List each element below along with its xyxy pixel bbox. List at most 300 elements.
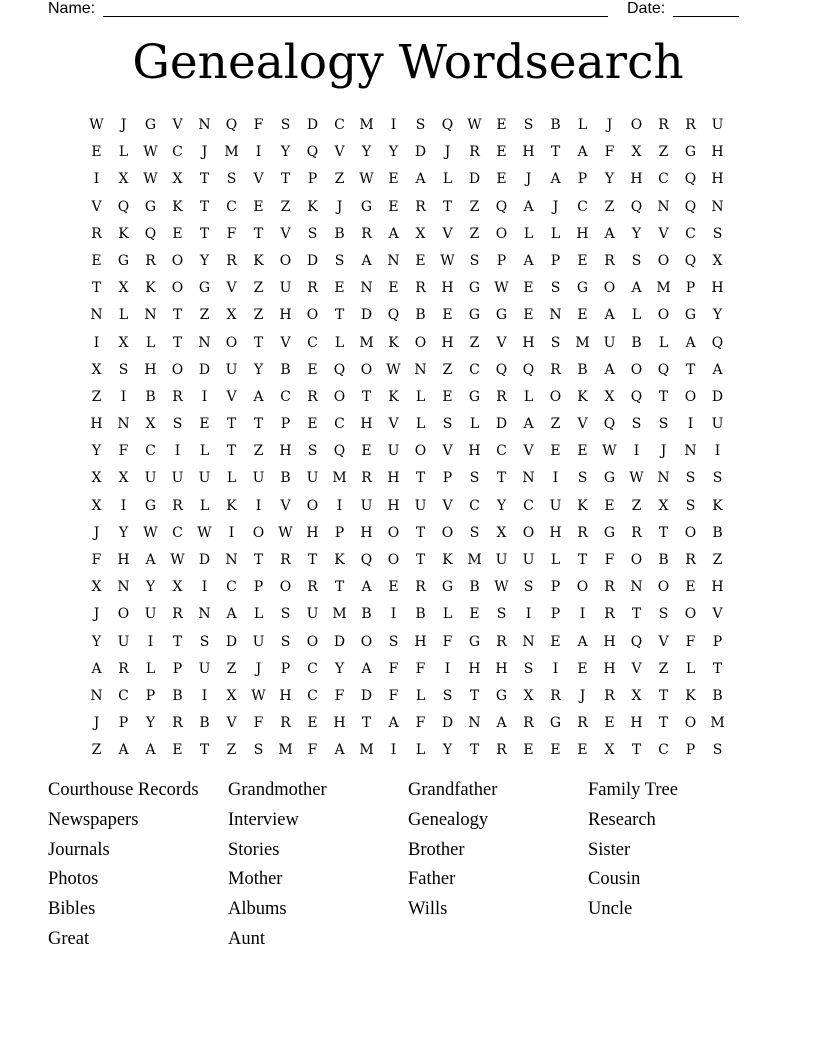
grid-letter: T [658, 715, 669, 732]
grid-letter: I [147, 633, 154, 650]
grid-letter: E [307, 715, 318, 732]
grid-letter: B [199, 715, 210, 732]
grid-letter: W [143, 171, 158, 188]
grid-letter: S [685, 497, 696, 514]
grid-letter: C [118, 687, 129, 704]
grid-letter: V [334, 144, 345, 161]
grid-letter: S [469, 252, 480, 269]
grid-letter: O [576, 579, 589, 596]
grid-letter: D [711, 388, 724, 405]
grid-letter: A [685, 334, 696, 351]
grid-letter: I [201, 388, 208, 405]
grid-letter: L [469, 416, 480, 433]
grid-letter: H [630, 171, 643, 188]
grid-letter: T [469, 687, 480, 704]
grid-letter: R [415, 280, 426, 297]
grid-letter: S [280, 633, 291, 650]
grid-letter: Z [658, 660, 669, 677]
grid-letter: A [523, 252, 534, 269]
grid-letter: U [225, 361, 238, 378]
grid-letter: Y [496, 497, 507, 514]
grid-letter: F [253, 117, 264, 133]
grid-letter: E [496, 144, 507, 161]
grid-letter: F [604, 144, 615, 161]
grid-letter: E [685, 579, 696, 596]
word-list-item: Mother [228, 869, 283, 890]
grid-letter: H [522, 144, 535, 161]
grid-letter: S [253, 742, 264, 759]
grid-letter: R [577, 715, 588, 732]
grid-letter: R [685, 117, 696, 133]
grid-letter: M [656, 280, 671, 297]
grid-letter: Q [144, 225, 157, 242]
grid-letter: X [91, 497, 102, 514]
grid-letter: N [90, 307, 103, 324]
grid-letter: N [144, 307, 157, 324]
grid-letter: O [522, 524, 535, 541]
word-list-item: Courthouse Records [48, 780, 199, 800]
grid-letter: N [90, 687, 103, 704]
grid-row [83, 520, 731, 547]
grid-letter: X [604, 388, 615, 405]
grid-letter: H [711, 280, 724, 297]
grid-letter: I [390, 117, 397, 133]
grid-letter: N [414, 361, 427, 378]
grid-letter: X [415, 225, 426, 242]
grid-letter: I [201, 579, 208, 596]
grid-letter: C [658, 171, 669, 188]
grid-letter: X [172, 579, 183, 596]
grid-letter: E [253, 198, 264, 215]
grid-letter: S [712, 470, 723, 487]
grid-row [83, 438, 731, 465]
grid-letter: E [388, 171, 399, 188]
grid-row [83, 357, 731, 384]
grid-letter: T [253, 552, 264, 568]
grid-letter: R [577, 524, 588, 541]
grid-letter: Y [253, 361, 264, 378]
grid-letter: V [658, 225, 669, 242]
grid-letter: L [442, 171, 453, 188]
grid-letter: H [711, 144, 724, 161]
grid-letter: U [387, 443, 400, 460]
grid-letter: F [307, 742, 318, 759]
grid-letter: X [496, 524, 507, 541]
grid-letter: H [333, 715, 346, 732]
grid-letter: K [334, 552, 345, 568]
grid-letter: M [359, 334, 374, 351]
grid-letter: D [360, 687, 373, 704]
grid-letter: I [552, 470, 559, 487]
grid-letter: A [91, 660, 102, 677]
grid-letter: K [712, 497, 723, 514]
grid-letter: M [278, 742, 293, 759]
grid-letter: S [523, 117, 534, 133]
grid-letter: R [658, 117, 669, 133]
grid-letter: E [496, 171, 507, 188]
grid-letter: L [415, 687, 426, 704]
grid-letter: M [359, 742, 374, 759]
grid-letter: J [336, 198, 343, 215]
grid-letter: G [144, 497, 157, 514]
grid-letter: S [658, 606, 669, 623]
grid-letter: I [93, 334, 100, 351]
grid-letter: W [494, 579, 509, 596]
grid-letter: U [144, 470, 157, 487]
grid-letter: S [631, 252, 642, 269]
word-list-item: Stories [228, 839, 280, 860]
grid-letter: K [226, 497, 237, 514]
grid-letter: R [604, 252, 615, 269]
grid-letter: X [631, 144, 642, 161]
word-list-item: Father [408, 869, 456, 890]
grid-letter: F [226, 225, 237, 242]
grid-letter: W [440, 252, 455, 269]
grid-letter: A [361, 252, 372, 269]
grid-letter: E [577, 660, 588, 677]
grid-letter: C [334, 117, 345, 133]
grid-letter: R [361, 225, 372, 242]
grid-letter: R [550, 361, 561, 378]
grid-letter: O [657, 579, 670, 596]
grid-letter: Q [522, 361, 535, 378]
grid-letter: V [523, 443, 534, 460]
grid-letter: Q [495, 198, 508, 215]
grid-letter: V [280, 225, 291, 242]
grid-letter: E [604, 715, 615, 732]
grid-letter: V [496, 334, 507, 351]
grid-letter: O [630, 361, 643, 378]
grid-letter: U [549, 497, 562, 514]
grid-letter: T [253, 416, 264, 433]
word-list-item: Grandfather [408, 780, 498, 800]
grid-letter: O [630, 117, 643, 133]
grid-letter: T [199, 171, 210, 188]
grid-letter: N [360, 280, 373, 297]
grid-letter: I [579, 606, 586, 623]
grid-letter: H [414, 633, 427, 650]
grid-letter: S [280, 117, 291, 133]
grid-letter: Y [91, 443, 102, 460]
grid-letter: U [306, 470, 319, 487]
grid-letter: B [280, 361, 291, 378]
grid-letter: G [144, 117, 157, 133]
grid-letter: U [711, 416, 724, 433]
grid-letter: I [525, 606, 532, 623]
grid-letter: G [144, 198, 157, 215]
grid-row [83, 574, 731, 601]
grid-letter: D [360, 307, 373, 324]
grid-letter: Y [199, 252, 210, 269]
grid-letter: E [577, 307, 588, 324]
grid-letter: B [172, 687, 183, 704]
grid-letter: X [523, 687, 534, 704]
grid-letter: T [334, 307, 345, 324]
grid-letter: S [199, 633, 210, 650]
grid-letter: O [603, 280, 616, 297]
grid-letter: P [145, 687, 156, 704]
grid-letter: K [577, 497, 588, 514]
grid-letter: T [226, 416, 237, 433]
grid-letter: L [226, 470, 237, 487]
grid-letter: A [145, 552, 156, 568]
grid-letter: G [495, 687, 508, 704]
grid-letter: R [415, 198, 426, 215]
grid-letter: B [334, 225, 345, 242]
grid-letter: K [253, 252, 264, 269]
grid-letter: N [522, 633, 535, 650]
grid-row [83, 384, 731, 411]
grid-letter: Y [361, 144, 372, 161]
grid-letter: O [414, 443, 427, 460]
grid-letter: R [496, 388, 507, 405]
word-list-item: Uncle [588, 899, 633, 920]
grid-letter: K [118, 225, 129, 242]
grid-letter: X [712, 252, 723, 269]
grid-letter: F [118, 443, 129, 460]
grid-letter: S [280, 606, 291, 623]
grid-letter: R [91, 225, 102, 242]
grid-letter: D [333, 633, 346, 650]
grid-letter: O [684, 388, 697, 405]
grid-letter: R [280, 552, 291, 568]
grid-letter: Q [387, 307, 400, 324]
word-list-item: Aunt [228, 928, 265, 949]
grid-letter: O [657, 252, 670, 269]
grid-letter: G [603, 524, 616, 541]
grid-letter: O [171, 361, 184, 378]
grid-letter: R [685, 552, 696, 568]
grid-letter: V [631, 660, 642, 677]
grid-letter: S [469, 470, 480, 487]
grid-letter: R [469, 144, 480, 161]
grid-letter: S [550, 334, 561, 351]
grid-letter: I [390, 606, 397, 623]
grid-letter: M [575, 334, 590, 351]
grid-letter: L [415, 388, 426, 405]
grid-letter: L [523, 225, 534, 242]
grid-letter: A [361, 579, 372, 596]
grid-letter: S [685, 470, 696, 487]
word-list-item: Brother [408, 839, 465, 860]
grid-letter: H [441, 280, 454, 297]
grid-letter: C [469, 497, 480, 514]
grid-letter: H [603, 633, 616, 650]
grid-letter: L [415, 416, 426, 433]
grid-letter: Q [441, 117, 454, 133]
grid-letter: E [91, 144, 102, 161]
grid-letter: A [523, 416, 534, 433]
grid-letter: W [143, 524, 158, 541]
grid-letter: T [658, 388, 669, 405]
grid-letter: W [467, 117, 482, 133]
grid-letter: I [552, 660, 559, 677]
grid-letter: L [658, 334, 669, 351]
grid-letter: U [144, 606, 157, 623]
grid-letter: L [523, 388, 534, 405]
grid-letter: E [577, 252, 588, 269]
grid-letter: R [172, 388, 183, 405]
grid-letter: L [334, 334, 345, 351]
grid-letter: I [174, 443, 181, 460]
grid-letter: X [604, 742, 615, 759]
grid-letter: O [495, 225, 508, 242]
grid-letter: T [577, 552, 588, 568]
word-list-item: Great [48, 928, 90, 949]
grid-letter: R [172, 497, 183, 514]
grid-letter: L [199, 443, 210, 460]
grid-letter: W [602, 443, 617, 460]
grid-letter: A [118, 742, 129, 759]
grid-letter: Q [684, 171, 697, 188]
grid-letter: C [226, 198, 237, 215]
grid-letter: T [631, 606, 642, 623]
grid-letter: Q [657, 361, 670, 378]
grid-letter: C [496, 443, 507, 460]
grid-letter: L [145, 334, 156, 351]
grid-letter: O [306, 633, 319, 650]
grid-letter: T [280, 171, 291, 188]
grid-letter: G [198, 280, 211, 297]
grid-letter: S [523, 579, 534, 596]
grid-letter: Q [603, 416, 616, 433]
grid-letter: Z [550, 416, 561, 433]
grid-letter: Y [388, 144, 399, 161]
grid-letter: P [280, 660, 291, 677]
page-title: Genealogy Wordsearch [132, 35, 684, 90]
grid-letter: E [604, 497, 615, 514]
grid-letter: V [658, 633, 669, 650]
grid-letter: S [577, 470, 588, 487]
grid-letter: R [604, 606, 615, 623]
grid-letter: L [118, 307, 129, 324]
grid-letter: U [198, 660, 211, 677]
grid-letter: Z [469, 198, 480, 215]
grid-letter: U [522, 552, 535, 568]
grid-letter: U [711, 117, 724, 133]
grid-letter: T [496, 470, 507, 487]
grid-letter: I [93, 171, 100, 188]
grid-letter: E [550, 443, 561, 460]
grid-letter: X [172, 171, 183, 188]
grid-letter: D [468, 171, 481, 188]
grid-letter: K [307, 198, 318, 215]
grid-letter: C [469, 361, 480, 378]
grid-letter: L [685, 660, 696, 677]
grid-letter: C [658, 742, 669, 759]
grid-letter: J [660, 443, 667, 460]
grid-letter: T [685, 361, 696, 378]
grid-letter: J [552, 198, 559, 215]
grid-letter: T [253, 334, 264, 351]
grid-letter: A [577, 144, 588, 161]
grid-letter: Q [360, 552, 373, 568]
grid-row [83, 710, 731, 737]
grid-letter: Y [280, 144, 291, 161]
grid-letter: X [91, 579, 102, 596]
grid-letter: J [444, 144, 451, 161]
grid-row [83, 275, 731, 302]
grid-letter: U [279, 280, 292, 297]
grid-letter: T [199, 198, 210, 215]
grid-letter: B [577, 361, 588, 378]
grid-letter: Z [253, 443, 264, 460]
grid-letter: H [306, 524, 319, 541]
grid-letter: Z [604, 198, 615, 215]
grid-letter: E [334, 280, 345, 297]
word-list-item: Newspapers [48, 809, 139, 830]
grid-letter: Q [684, 198, 697, 215]
grid-letter: P [712, 633, 723, 650]
grid-letter: T [442, 198, 453, 215]
grid-letter: S [523, 660, 534, 677]
grid-letter: B [361, 606, 372, 623]
grid-letter: U [252, 470, 265, 487]
grid-letter: S [307, 225, 318, 242]
grid-letter: E [415, 252, 426, 269]
grid-letter: P [442, 470, 453, 487]
grid-letter: X [118, 334, 129, 351]
grid-letter: E [523, 307, 534, 324]
grid-letter: T [172, 633, 183, 650]
grid-letter: H [360, 416, 373, 433]
grid-letter: Z [226, 660, 237, 677]
grid-letter: S [118, 361, 129, 378]
grid-letter: H [117, 552, 130, 568]
grid-letter: P [307, 171, 318, 188]
grid-letter: W [386, 361, 401, 378]
word-list-item: Family Tree [588, 780, 678, 800]
grid-letter: H [495, 660, 508, 677]
grid-letter: D [225, 633, 238, 650]
grid-letter: B [712, 524, 723, 541]
grid-letter: R [145, 252, 156, 269]
grid-letter: C [145, 443, 156, 460]
grid-letter: Y [145, 715, 156, 732]
word-list-item: Journals [48, 839, 110, 860]
grid-letter: L [631, 307, 642, 324]
grid-row [83, 547, 731, 574]
grid-letter: H [441, 334, 454, 351]
grid-letter: O [333, 388, 346, 405]
grid-letter: G [441, 579, 454, 596]
grid-letter: F [334, 687, 345, 704]
grid-letter: S [712, 742, 723, 759]
date-blank-line [673, 16, 739, 17]
grid-letter: F [604, 552, 615, 568]
grid-letter: D [414, 144, 427, 161]
grid-letter: X [631, 687, 642, 704]
grid-letter: G [576, 280, 589, 297]
grid-letter: K [172, 198, 183, 215]
grid-letter: H [576, 225, 589, 242]
grid-letter: T [91, 280, 102, 297]
grid-letter: F [91, 552, 102, 568]
word-list [48, 776, 768, 955]
grid-letter: A [577, 633, 588, 650]
grid-letter: A [388, 715, 399, 732]
grid-letter: Q [117, 198, 130, 215]
grid-letter: O [117, 606, 130, 623]
grid-letter: T [550, 144, 561, 161]
grid-letter: V [388, 416, 399, 433]
grid-letter: X [226, 687, 237, 704]
grid-letter: O [657, 307, 670, 324]
grid-letter: G [468, 280, 481, 297]
date-label: Date: [627, 0, 666, 17]
grid-letter: L [442, 606, 453, 623]
grid-letter: B [550, 117, 561, 133]
